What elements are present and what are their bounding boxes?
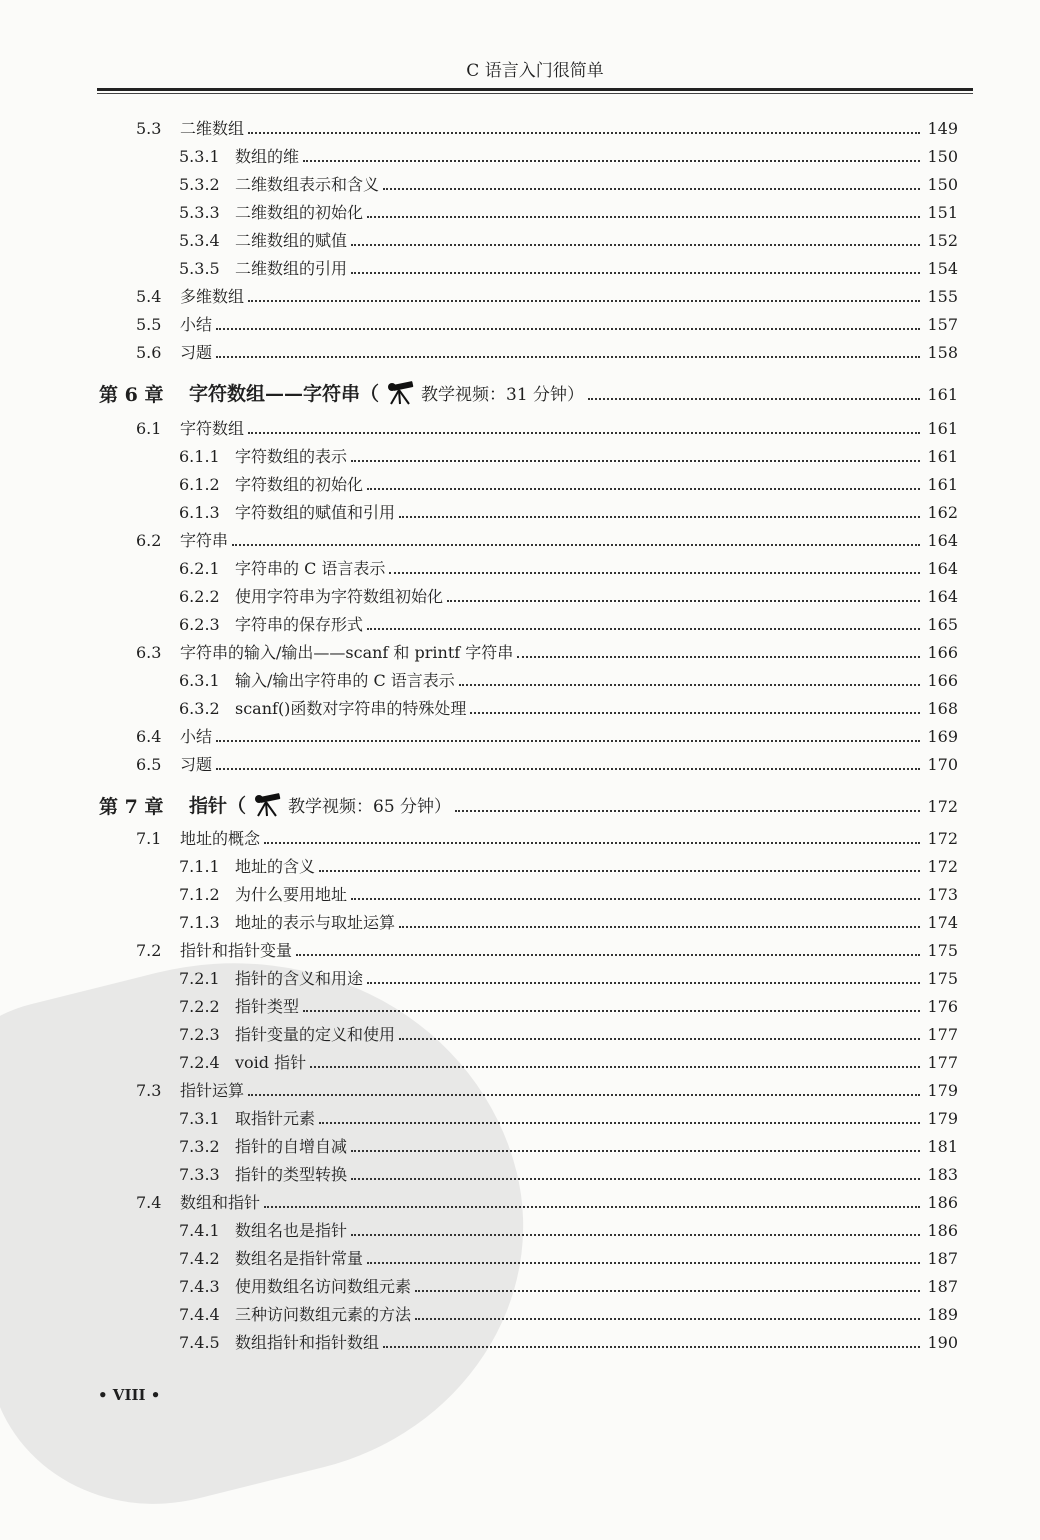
toc-page-number: 150 (927, 175, 958, 194)
toc-entry-title (180, 1192, 260, 1214)
toc-entry-title (235, 1304, 411, 1326)
dot-leader (367, 1262, 920, 1264)
dot-leader (383, 188, 920, 190)
toc-page-number: 181 (927, 1137, 958, 1156)
toc-entry-title-text: 指针（ (189, 795, 247, 817)
toc-subsection-row (0, 196, 1040, 224)
toc-subsection-row (0, 906, 1040, 934)
dot-leader (303, 160, 920, 162)
toc-entry-title-text: 字符数组的赋值和引用 (235, 503, 396, 522)
toc-entry-number: 7.2.3 (179, 1025, 220, 1044)
dot-leader (303, 1010, 920, 1012)
toc-entry-number: 5.3 (136, 119, 162, 138)
dot-leader (216, 328, 920, 330)
toc-entry-title (235, 1052, 306, 1074)
toc-entry-title-text: 字符串的 C 语言表示 (235, 559, 386, 578)
toc-entry-title (235, 174, 379, 196)
toc-section-row (0, 336, 1040, 364)
toc-entry-number: 7.4.3 (179, 1277, 220, 1296)
toc-page-number: 187 (927, 1277, 958, 1296)
dot-leader (459, 684, 920, 686)
toc-entry-title-text: scanf()函数对字符串的特殊处理 (235, 699, 467, 718)
toc-entry-title-text: 二维数组的引用 (235, 259, 348, 278)
toc-page-number: 161 (927, 475, 958, 494)
toc-entry-number: 7.4.1 (179, 1221, 220, 1240)
toc-entry-number: 6.1.3 (179, 503, 220, 522)
toc-entry-title (235, 670, 455, 692)
dot-leader (248, 300, 920, 302)
toc-entry-title-text: 字符数组 (180, 419, 245, 438)
toc-page-number: 186 (927, 1193, 958, 1212)
toc-entry-number: 5.3.1 (179, 147, 220, 166)
toc-subsection-row (0, 850, 1040, 878)
toc-entry-title (235, 1164, 347, 1186)
toc-entry-title (235, 258, 347, 280)
toc-entry-number: 6.2.3 (179, 615, 220, 634)
dot-leader (248, 132, 920, 134)
toc-entry-title (180, 642, 513, 664)
toc-section-row (0, 934, 1040, 962)
toc-section-row (0, 720, 1040, 748)
toc-entry-number: 7.3.2 (179, 1137, 220, 1156)
toc-entry-title (235, 912, 395, 934)
toc-entry-title-text: 输入/输出字符串的 C 语言表示 (235, 671, 455, 690)
toc-entry-title-text: 数组指针和指针数组 (235, 1333, 380, 1352)
toc-entry-title-text: 小结 (180, 727, 213, 746)
toc-page-number: 175 (927, 941, 958, 960)
dot-leader (415, 1290, 920, 1292)
toc-entry-title-text: 二维数组的赋值 (235, 231, 348, 250)
toc-subsection-row (0, 1270, 1040, 1298)
toc-subsection-row (0, 1046, 1040, 1074)
toc-page-number: 166 (927, 643, 958, 662)
dot-leader (415, 1318, 920, 1320)
toc-entry-title (235, 884, 347, 906)
toc-page-number: 179 (927, 1109, 958, 1128)
toc-entry-title (235, 202, 363, 224)
toc-entry-title-text: 为什么要用地址 (235, 885, 348, 904)
toc-video-duration: 教学视频：65 分钟） (288, 797, 452, 817)
toc-entry-title-text: void 指针 (235, 1053, 307, 1072)
toc-entry-title-text: 字符数组——字符串（ (189, 383, 380, 405)
toc-entry-title (189, 793, 451, 818)
page-number: • VIII • (98, 1386, 161, 1404)
toc-subsection-row (0, 224, 1040, 252)
toc-entry-title (235, 698, 466, 720)
toc-subsection-row (0, 168, 1040, 196)
toc-entry-title (235, 996, 299, 1018)
toc-entry-number: 7.1.2 (179, 885, 220, 904)
toc-page-number: 157 (927, 315, 958, 334)
dot-leader (399, 926, 920, 928)
toc-subsection-row (0, 1242, 1040, 1270)
toc-entry-number: 7.2.2 (179, 997, 220, 1016)
toc-section-row (0, 822, 1040, 850)
toc-entry-title (235, 856, 315, 878)
toc-page-number: 186 (927, 1221, 958, 1240)
toc-entry-title (180, 118, 244, 140)
toc-entry-title (235, 586, 443, 608)
toc-entry-title-text: 指针和指针变量 (180, 941, 293, 960)
toc-entry-title-text: 使用数组名访问数组元素 (235, 1277, 412, 1296)
toc-page-number: 172 (927, 797, 958, 816)
toc-page-number: 170 (927, 755, 958, 774)
toc-page-number: 158 (927, 343, 958, 362)
toc-page-number: 161 (927, 419, 958, 438)
toc-entry-title (235, 502, 395, 524)
toc-entry-title (180, 418, 244, 440)
toc-subsection-row (0, 1298, 1040, 1326)
dot-leader (351, 1234, 920, 1236)
toc-entry-number: 6.1 (136, 419, 162, 438)
toc-entry-number: 7.4.2 (179, 1249, 220, 1268)
toc-entry-title-text: 习题 (180, 343, 213, 362)
toc-page-number: 172 (927, 857, 958, 876)
toc-subsection-row (0, 252, 1040, 280)
toc-page-number: 169 (927, 727, 958, 746)
toc-page-number: 179 (927, 1081, 958, 1100)
dot-leader (216, 768, 920, 770)
toc-entry-title (235, 1332, 379, 1354)
toc-page-number: 154 (927, 259, 958, 278)
header-rule (97, 88, 973, 91)
toc-entry-number: 第 7 章 (99, 796, 164, 818)
toc-entry-title (235, 446, 347, 468)
toc-entry-number: 7.4.4 (179, 1305, 220, 1324)
toc-page-number: 164 (927, 559, 958, 578)
toc-entry-title (180, 726, 212, 748)
toc-entry-number: 6.5 (136, 755, 162, 774)
toc-entry-title (235, 614, 363, 636)
toc-subsection-row (0, 468, 1040, 496)
toc-page-number: 155 (927, 287, 958, 306)
toc-entry-number: 7.3.3 (179, 1165, 220, 1184)
toc-entry-title-text: 字符数组的表示 (235, 447, 348, 466)
toc-entry-number: 6.3 (136, 643, 162, 662)
toc-entry-number: 7.3 (136, 1081, 162, 1100)
dot-leader (351, 1150, 920, 1152)
toc-page-number: 177 (927, 1025, 958, 1044)
dot-leader (248, 1094, 920, 1096)
toc-subsection-row (0, 580, 1040, 608)
toc-entry-number: 5.3.2 (179, 175, 220, 194)
toc-section-row (0, 636, 1040, 664)
toc-entry-number: 6.3.1 (179, 671, 220, 690)
toc-subsection-row (0, 496, 1040, 524)
toc-entry-title-text: 地址的概念 (180, 829, 261, 848)
toc-entry-title (189, 381, 584, 406)
toc-subsection-row (0, 552, 1040, 580)
toc-entry-title (180, 286, 244, 308)
toc-entry-number: 7.1.3 (179, 913, 220, 932)
toc-entry-title-text: 字符串 (180, 531, 229, 550)
dot-leader (517, 656, 920, 658)
toc-entry-title-text: 多维数组 (180, 287, 245, 306)
toc-section-row (0, 280, 1040, 308)
toc-entry-number: 6.3.2 (179, 699, 220, 718)
toc-entry-title (235, 1024, 395, 1046)
toc-entry-title (235, 1276, 411, 1298)
toc-page-number: 190 (927, 1333, 958, 1352)
toc-entry-title-text: 数组名是指针常量 (235, 1249, 364, 1268)
toc-page-number: 164 (927, 587, 958, 606)
toc-entry-title-text: 指针的类型转换 (235, 1165, 348, 1184)
toc-section-row (0, 748, 1040, 776)
dot-leader (588, 398, 920, 400)
toc-subsection-row (0, 1326, 1040, 1354)
toc-entry-title-text: 数组名也是指针 (235, 1221, 348, 1240)
dot-leader (399, 516, 920, 518)
toc-subsection-row (0, 1214, 1040, 1242)
toc-entry-number: 6.1.1 (179, 447, 220, 466)
toc-entry-title-text: 使用字符串为字符数组初始化 (235, 587, 444, 606)
toc-entry-title-text: 数组和指针 (180, 1193, 261, 1212)
dot-leader (455, 810, 920, 812)
toc-page-number: 172 (927, 829, 958, 848)
toc-entry-title-text: 习题 (180, 755, 213, 774)
toc-entry-title-text: 指针的自增自减 (235, 1137, 348, 1156)
toc-subsection-row (0, 608, 1040, 636)
toc-subsection-row (0, 140, 1040, 168)
toc-page-number: 168 (927, 699, 958, 718)
dot-leader (351, 244, 920, 246)
toc-entry-number: 5.4 (136, 287, 162, 306)
toc-subsection-row (0, 878, 1040, 906)
toc-entry-title-text: 二维数组的初始化 (235, 203, 364, 222)
toc-page-number: 151 (927, 203, 958, 222)
toc-entry-number: 7.1 (136, 829, 162, 848)
toc-entry-title-text: 字符串的保存形式 (235, 615, 364, 634)
toc-page-number: 161 (927, 385, 958, 404)
dot-leader (470, 712, 920, 714)
dot-leader (248, 432, 920, 434)
toc-page-number: 166 (927, 671, 958, 690)
toc-entry-title-text: 地址的含义 (235, 857, 316, 876)
toc-entry-number: 5.6 (136, 343, 162, 362)
toc-section-row (0, 1186, 1040, 1214)
dot-leader (367, 216, 920, 218)
dot-leader (319, 1122, 920, 1124)
toc-entry-title (180, 342, 212, 364)
toc-entry-title (235, 146, 299, 168)
toc-entry-title (235, 1248, 363, 1270)
toc-page-number: 174 (927, 913, 958, 932)
dot-leader (399, 1038, 920, 1040)
toc-entry-title-text: 小结 (180, 315, 213, 334)
dot-leader (351, 898, 920, 900)
header-rule-thin (97, 93, 973, 94)
toc-section-row (0, 412, 1040, 440)
toc-subsection-row (0, 1158, 1040, 1186)
toc-page-number: 177 (927, 1053, 958, 1072)
toc-entry-title (180, 1080, 244, 1102)
toc-page-number: 187 (927, 1249, 958, 1268)
toc-entry-title-text: 取指针元素 (235, 1109, 316, 1128)
dot-leader (296, 954, 920, 956)
toc-entry-title (235, 968, 363, 990)
toc-entry-title (235, 1108, 315, 1130)
toc-subsection-row (0, 1130, 1040, 1158)
toc-entry-number: 6.4 (136, 727, 162, 746)
toc-page-number: 189 (927, 1305, 958, 1324)
toc-entry-title-text: 二维数组 (180, 119, 245, 138)
toc-entry-number: 7.2 (136, 941, 162, 960)
dot-leader (389, 572, 920, 574)
toc-entry-title (235, 230, 347, 252)
toc-page-number: 164 (927, 531, 958, 550)
toc-subsection-row (0, 692, 1040, 720)
dot-leader (367, 982, 920, 984)
video-camera-icon (250, 793, 284, 817)
dot-leader (383, 1346, 920, 1348)
dot-leader (216, 740, 920, 742)
toc-subsection-row (0, 440, 1040, 468)
dot-leader (367, 628, 920, 630)
toc-entry-title (180, 314, 212, 336)
toc-entry-title (235, 1220, 347, 1242)
toc-page-number: 173 (927, 885, 958, 904)
toc-subsection-row (0, 990, 1040, 1018)
toc-entry-title (180, 828, 260, 850)
toc-entry-number: 6.2 (136, 531, 162, 550)
toc-section-row (0, 1074, 1040, 1102)
toc-entry-number: 第 6 章 (99, 384, 164, 406)
dot-leader (319, 870, 920, 872)
toc-entry-title-text: 地址的表示与取址运算 (235, 913, 396, 932)
toc-entry-number: 6.1.2 (179, 475, 220, 494)
toc-page-number: 183 (927, 1165, 958, 1184)
toc-entry-title-text: 指针运算 (180, 1081, 245, 1100)
toc-entry-number: 5.3.3 (179, 203, 220, 222)
video-camera-icon (383, 381, 417, 405)
toc-entry-title-text: 指针类型 (235, 997, 300, 1016)
dot-leader (447, 600, 920, 602)
toc-subsection-row (0, 1018, 1040, 1046)
toc-entry-title-text: 数组的维 (235, 147, 300, 166)
toc-page-number: 150 (927, 147, 958, 166)
dot-leader (367, 488, 920, 490)
toc-subsection-row (0, 664, 1040, 692)
toc-entry-title (235, 474, 363, 496)
toc-entry-title (235, 1136, 347, 1158)
toc-section-row (0, 112, 1040, 140)
toc-video-duration: 教学视频：31 分钟） (421, 385, 585, 405)
toc-entry-number: 6.2.1 (179, 559, 220, 578)
toc-entry-number: 7.2.1 (179, 969, 220, 988)
toc-entry-number: 7.4.5 (179, 1333, 220, 1352)
toc-entry-title-text: 指针的含义和用途 (235, 969, 364, 988)
toc-page-number: 149 (927, 119, 958, 138)
toc-subsection-row (0, 962, 1040, 990)
toc-page-number: 176 (927, 997, 958, 1016)
toc-entry-number: 5.3.5 (179, 259, 220, 278)
toc-entry-title-text: 字符串的输入/输出——scanf 和 printf 字符串 (180, 643, 514, 662)
toc-entry-title-text: 二维数组表示和含义 (235, 175, 380, 194)
toc-subsection-row (0, 1102, 1040, 1130)
toc-entry-number: 7.2.4 (179, 1053, 220, 1072)
dot-leader (310, 1066, 920, 1068)
toc-page-number: 165 (927, 615, 958, 634)
toc-page-number: 152 (927, 231, 958, 250)
dot-leader (351, 460, 920, 462)
toc-entry-title (235, 558, 385, 580)
toc-section-row (0, 308, 1040, 336)
toc-entry-number: 6.2.2 (179, 587, 220, 606)
dot-leader (216, 356, 920, 358)
dot-leader (351, 1178, 920, 1180)
running-head: C 语言入门很简单 (466, 61, 604, 81)
toc-entry-number: 7.1.1 (179, 857, 220, 876)
toc-entry-title-text: 字符数组的初始化 (235, 475, 364, 494)
dot-leader (351, 272, 920, 274)
toc-entry-number: 5.5 (136, 315, 162, 334)
toc-entry-title (180, 940, 292, 962)
toc-entry-number: 5.3.4 (179, 231, 220, 250)
toc-entry-title (180, 754, 212, 776)
toc-entry-title-text: 指针变量的定义和使用 (235, 1025, 396, 1044)
toc-page-number: 175 (927, 969, 958, 988)
toc-section-row (0, 524, 1040, 552)
toc-page-number: 162 (927, 503, 958, 522)
toc-chapter-row (0, 786, 1040, 818)
toc-entry-title (180, 530, 228, 552)
dot-leader (232, 544, 920, 546)
toc-entry-number: 7.4 (136, 1193, 162, 1212)
dot-leader (264, 1206, 920, 1208)
toc-page-number: 161 (927, 447, 958, 466)
toc-entry-title-text: 三种访问数组元素的方法 (235, 1305, 412, 1324)
dot-leader (264, 842, 920, 844)
toc-chapter-row (0, 374, 1040, 406)
toc-entry-number: 7.3.1 (179, 1109, 220, 1128)
